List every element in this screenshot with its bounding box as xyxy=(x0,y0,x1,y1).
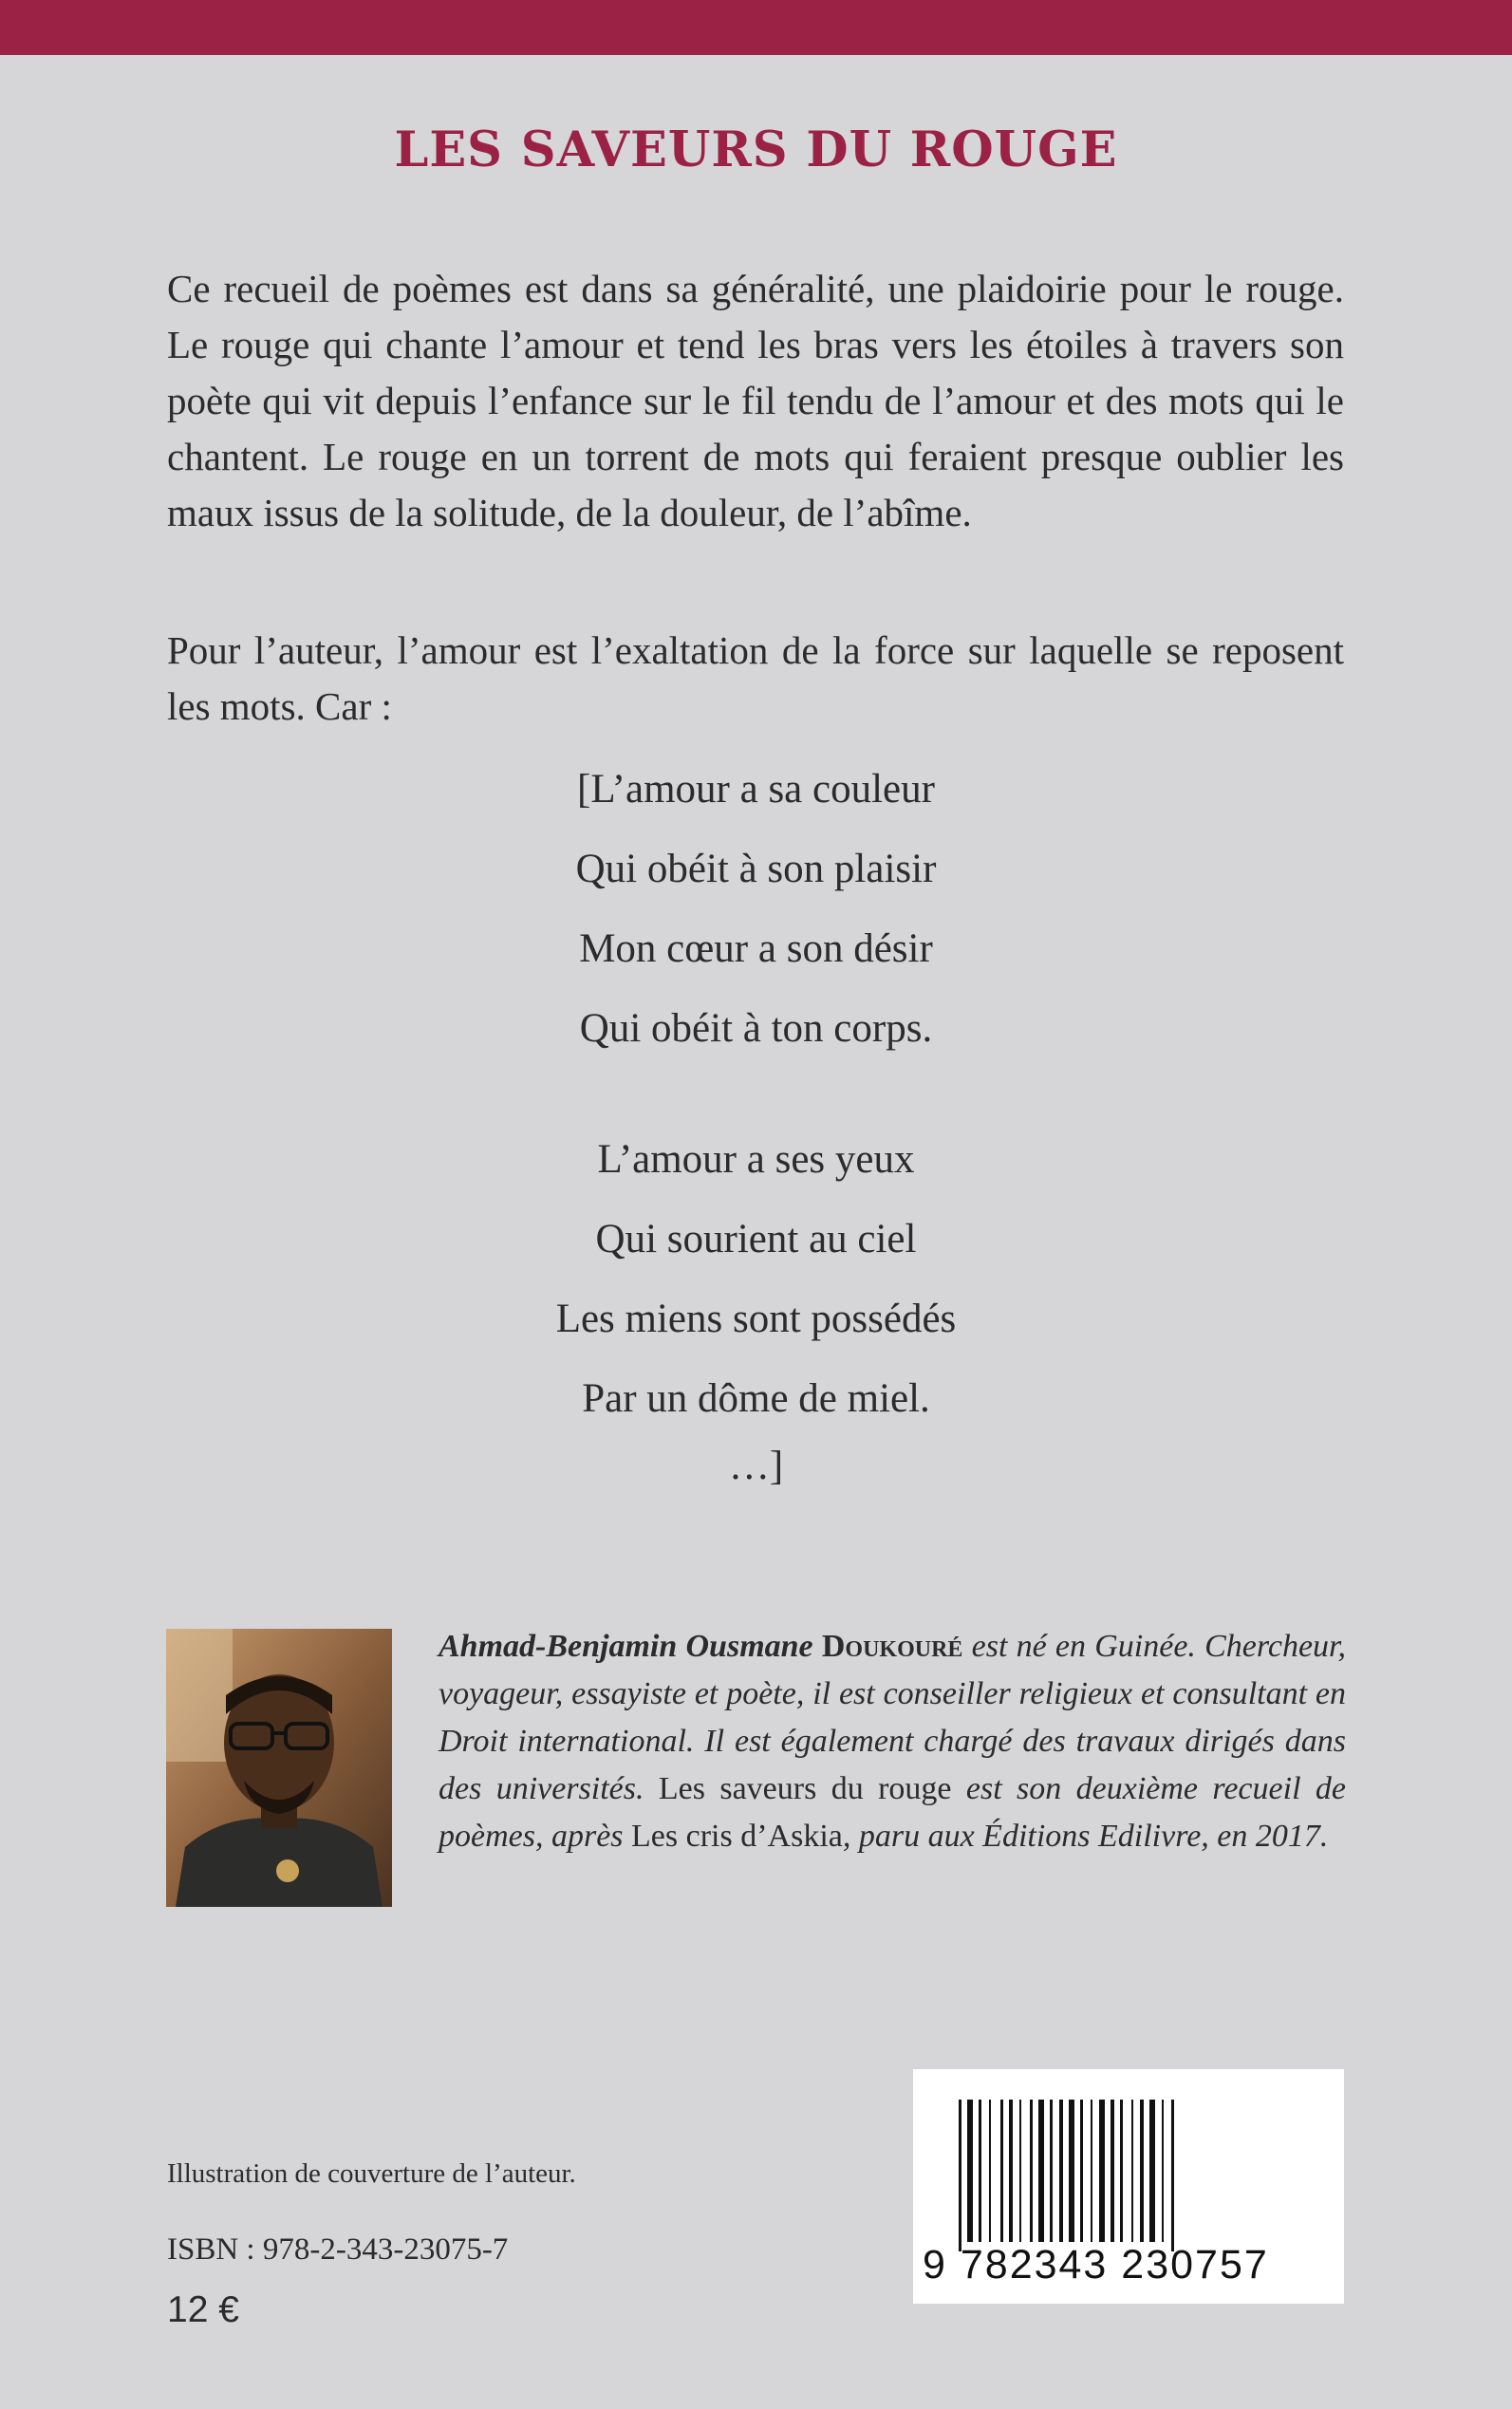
barcode-bar xyxy=(1038,2100,1044,2242)
barcode-bar xyxy=(1120,2100,1123,2242)
barcode-bar xyxy=(989,2100,991,2242)
barcode-bar xyxy=(1019,2100,1021,2242)
book-title-reference: Les saveurs du rouge xyxy=(658,1771,952,1806)
barcode-bar xyxy=(1140,2100,1144,2242)
barcode-bar xyxy=(1000,2100,1003,2242)
barcode-bar xyxy=(1099,2100,1105,2242)
barcode-bar xyxy=(1162,2100,1164,2242)
book-title: LES SAVEURS DU ROUGE xyxy=(394,121,1118,178)
previous-book-title: Les cris d’Askia xyxy=(631,1819,843,1854)
barcode-bar xyxy=(1050,2100,1053,2242)
barcode-bar xyxy=(1059,2100,1063,2242)
poem-stanza-1 xyxy=(0,750,1512,1069)
cover-illustration-credit: Illustration de couverture de l’auteur. xyxy=(167,2158,576,2189)
author-biography xyxy=(439,1623,1346,1860)
barcode-bar xyxy=(1149,2100,1155,2242)
barcode-bar xyxy=(1091,2100,1092,2242)
poem-line: Par un dôme de miel. xyxy=(582,1376,930,1421)
barcode-bar xyxy=(1080,2100,1083,2242)
isbn-number: ISBN : 978-2-343-23075-7 xyxy=(167,2232,509,2267)
barcode-bar xyxy=(1131,2100,1133,2242)
barcode-bar xyxy=(1030,2100,1033,2242)
poem-line: Qui obéit à ton corps. xyxy=(579,1006,933,1051)
poem-line: Qui obéit à son plaisir xyxy=(575,847,937,891)
author-bio-text-1: est né en Guinée. Chercheur, voyageur, essayiste et poète, il est conseiller religieux et consultant en Droit international. Il est également chargé des travaux dirigés dans des universités. xyxy=(439,1629,1347,1806)
summary-paragraph-2: Pour l’auteur, l’amour est l’exaltation de la force sur laquelle se reposent les mots. Car : xyxy=(167,628,1344,728)
poem-line: [L’amour a sa couleur xyxy=(577,767,935,812)
barcode-bar xyxy=(959,2100,961,2251)
author-bio-text-2: est son deuxième recueil de poèmes, après xyxy=(439,1771,1346,1854)
barcode-bar xyxy=(1069,2100,1074,2242)
barcode xyxy=(913,2069,1344,2304)
poem-line: L’amour a ses yeux xyxy=(597,1137,915,1182)
poem-ending: …] xyxy=(728,1444,784,1488)
top-color-band xyxy=(0,0,1512,55)
barcode-digits: 9 782343 230757 xyxy=(923,2242,1269,2288)
poem-line: Les miens sont possédés xyxy=(555,1297,957,1341)
barcode-bar xyxy=(967,2100,973,2242)
barcode-bar xyxy=(979,2100,981,2242)
poem-line: Qui sourient au ciel xyxy=(595,1217,917,1261)
author-bio-text-3: , paru aux Éditions Edilivre, en 2017. xyxy=(842,1819,1329,1854)
barcode-bar xyxy=(1111,2100,1114,2242)
author-name: Ahmad-Benjamin Ousmane xyxy=(439,1629,813,1664)
barcode-bar xyxy=(1009,2100,1013,2242)
summary-paragraph-1: Ce recueil de poèmes est dans sa généralité, une plaidoirie pour le rouge. Le rouge qui chante l’amour et tend les bras vers les étoiles à travers son poète qui vit depuis l’enfance sur le fil tendu de l’amour et des mots qui le chantent. Le rouge en un torrent de mots qui feraient presque oublier les maux issus de la solitude, de la douleur, de l’abîme. xyxy=(167,267,1344,534)
poem-stanza-2 xyxy=(0,1120,1512,1439)
barcode-bar xyxy=(1171,2100,1174,2251)
author-surname: Doukouré xyxy=(821,1629,963,1664)
author-portrait-illustration xyxy=(166,1629,392,1907)
price: 12 € xyxy=(167,2289,239,2330)
poem-line: Mon cœur a son désir xyxy=(579,926,933,971)
author-photo xyxy=(166,1629,392,1907)
